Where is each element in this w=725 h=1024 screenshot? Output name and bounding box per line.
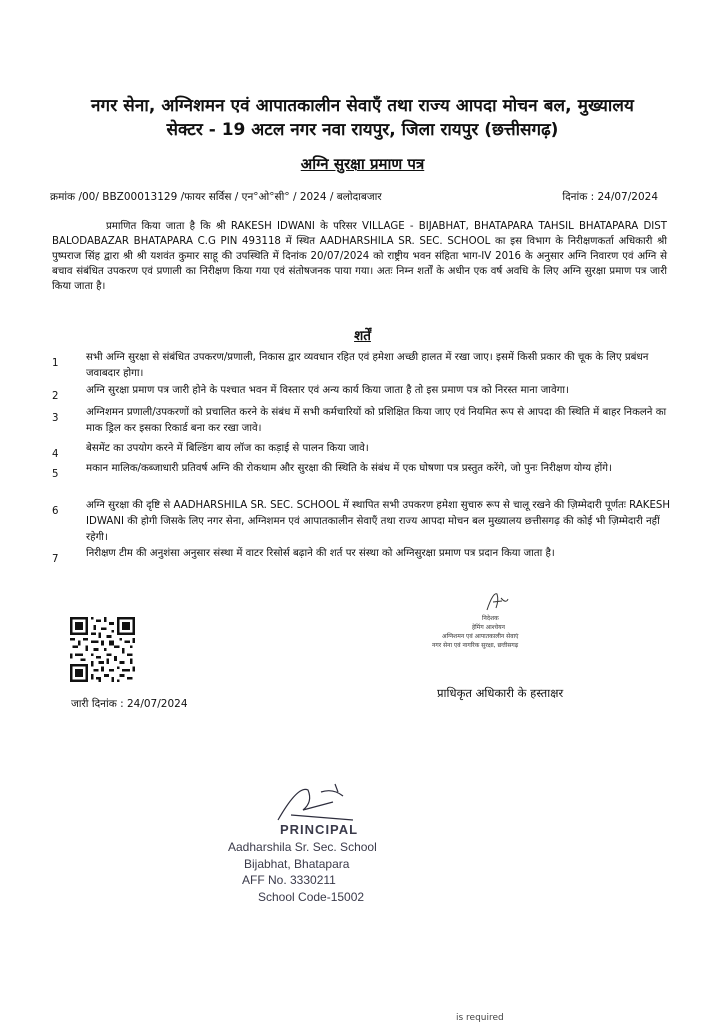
term-number: 1 [52,358,59,369]
principal-aff-no: AFF No. 3330211 [242,873,336,887]
term-text: निरीक्षण टीम की अनुशंसा अनुसार संस्था में वाटर रिसोर्स बढ़ाने की शर्त पर संस्था को अग्निसुरक्षा प्रमाण पत्र प्रदान किया जाता है। [86,548,555,559]
term-text: अग्नि सुरक्षा प्रमाण पत्र जारी होने के पश्चात भवन में विस्तार एवं अन्य कार्य किया जाता है तो इस प्रमाण पत्र को निरस्त माना जावेगा। [86,385,569,396]
issue-date: जारी दिनांक : 24/07/2024 [71,698,188,710]
certificate-date: दिनांक : 24/07/2024 [562,191,658,203]
reference-number: क्रमांक /00/ BBZ00013129 /फायर सर्विस / एन°ओ°सी° / 2024 / बलोदाबजार [50,191,382,203]
term-number: 6 [52,506,59,517]
principal-title: PRINCIPAL [280,822,359,837]
stamp-line: निदेशक [482,615,499,622]
term-text: अग्नि सुरक्षा की दृष्टि से AADHARSHILA SR. SEC. SCHOOL में स्थापित सभी उपकरण हमेशा सुचारु रूप से चालू रखने की ज़िम्मेदारी पूर्णतः RAKESH IDWANI की होगी जिसके लिए नगर सेना, अग्निशमन एवं आपातकालीन सेवाएँ तथा राज्य आपदा मोचन बल मुख्यालय छत्तीसगढ़ की कोई भी ज़िम्मेदारी नहीं रहेगी। [86,500,671,543]
terms-heading: शर्तें [354,328,371,344]
authority-signature-label: प्राधिकृत अधिकारी के हस्ताक्षर [437,686,564,700]
principal-school-code: School Code-15002 [258,890,365,904]
term-number: 3 [52,413,59,424]
term-item [52,405,672,437]
term-number: 4 [52,449,59,460]
header-address: सेक्टर - 19 अटल नगर नवा रायपुर, जिला रायपुर (छत्तीसगढ़) [166,120,559,140]
certificate-body: प्रमाणित किया जाता है कि श्री RAKESH IDWANI के परिसर VILLAGE - BIJABHAT, BHATAPARA TAHSIL BHATAPARA DIST BALODABAZAR BHATAPARA C.G PIN 493118 में स्थित AADHARSHILA SR. SEC. SCHOOL का इस विभाग के निरीक्षणकर्ता अधिकारी श्री पुष्पराज सिंह द्वारा श्री श्री यशवंत कुमार साहू की उपस्थिति में दिनांक 20/07/2024 को राष्ट्रीय भवन संहिता भाग-IV 2016 के अनुसार अग्नि निवारण एवं अग्नि से बचाव संबंधित उपकरण एवं प्रणाली का निरीक्षण किया गया एवं संतोषजनक पाया गया। अतः निम्न शर्तों के अधीन एक वर्ष अवधि के लिए अग्नि सुरक्षा प्रमाण पत्र जारी किया जाता है। [52,221,667,292]
principal-stamp [228,780,428,910]
term-text: सभी अग्नि सुरक्षा से संबंधित उपकरण/प्रणाली, निकास द्वार व्यवधान रहित एवं हमेशा अच्छी हालत में रखा जाए। इसमें किसी प्रकार की चूक के लिए प्रबंधन जवाबदार होगा। [86,352,649,379]
footer-partial-text: is required [456,1013,504,1023]
term-item [52,461,672,480]
term-item [52,383,672,402]
term-text: बेसमेंट का उपयोग करने में बिल्डिंग बाय लॉज का कड़ाई से पालन किया जावे। [86,443,369,454]
term-number: 5 [52,469,59,480]
qr-code[interactable] [70,617,135,682]
principal-location: Bijabhat, Bhatapara [244,857,350,871]
term-number: 2 [52,391,59,402]
authority-stamp [432,590,582,660]
term-text: मकान मालिक/कब्जाधारी प्रतिवर्ष अग्नि की रोकथाम और सुरक्षा की स्थिति के संबंध में एक घोषणा पत्र प्रस्तुत करेंगे, जो पुनः निरीक्षण योग्य होंगे। [86,463,612,474]
principal-school: Aadharshila Sr. Sec. School [228,840,377,854]
principal-signature-icon [273,780,363,825]
term-number: 7 [52,554,59,565]
term-item [52,498,672,546]
certificate-title: अग्नि सुरक्षा प्रमाण पत्र [300,155,425,173]
term-item [52,546,672,565]
header-department: नगर सेना, अग्निशमन एवं आपातकालीन सेवाएँ तथा राज्य आपदा मोचन बल, मुख्यालय [91,96,634,116]
term-item [52,441,672,460]
stamp-line: हेमिंग आश्चेयन [472,624,505,631]
stamp-line: नगर सेना एवं नागरिक सुरक्षा, छत्तीसगढ़ [432,642,519,649]
term-text: अग्निशमन प्रणाली/उपकरणों को प्रचालित करने के संबंध में सभी कर्मचारियों को प्रशिक्षित किया जाए एवं नियमित रूप से आपदा की स्थिति में बाहर निकलने का माक ड्रिल कर इसका रिकार्ड बना कर रखा जावे। [86,407,667,434]
term-item [52,350,672,382]
stamp-line: अग्निशमन एवं आपातकालीन सेवाएं [442,633,519,640]
authority-signature-icon [484,590,510,614]
